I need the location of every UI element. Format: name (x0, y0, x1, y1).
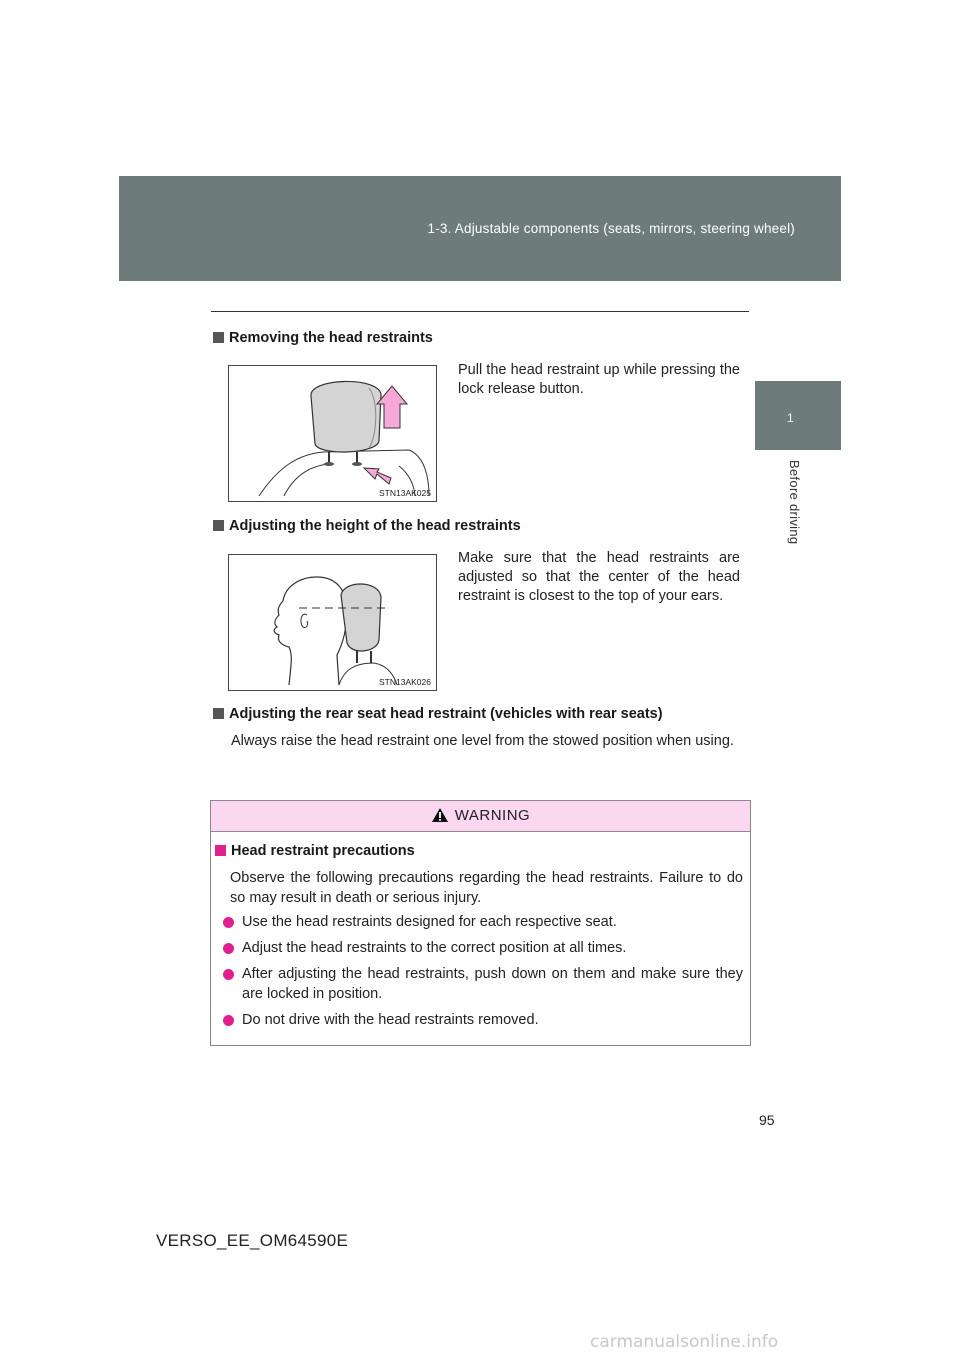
bullet-dot-icon (223, 917, 234, 928)
warning-header (211, 801, 750, 832)
bullet-dot-icon (223, 1015, 234, 1026)
section-text-rear-seat: Always raise the head restraint one level from the stowed position when using. (231, 733, 734, 749)
release-button-arrow-icon (364, 468, 391, 484)
watermark: carmanualsonline.info (590, 1332, 779, 1352)
warning-box (210, 800, 751, 1046)
warning-bullet: After adjusting the head restraints, push down on them and make sure they are locked in position. (223, 965, 743, 1004)
chapter-number: 1 (787, 411, 794, 425)
warning-triangle-icon (431, 804, 449, 834)
section-text-height: Make sure that the head restraints are adjusted so that the center of the head restraint is closest to the top of your ears. (458, 550, 740, 604)
figure-head-restraint-height (228, 554, 437, 691)
chapter-tab[interactable] (755, 381, 841, 450)
figure-code: STN13AK026 (379, 677, 431, 687)
bullet-dot-icon (223, 943, 234, 954)
section-heading-height: Adjusting the height of the head restraints (213, 518, 521, 534)
head-restraint-icon (339, 584, 397, 685)
warning-title: WARNING (454, 807, 531, 824)
square-bullet-icon (213, 708, 224, 719)
document-code: VERSO_EE_OM64590E (156, 1231, 349, 1250)
warning-intro: Observe the following precautions regarding the head restraints. Failure to do so may result in death or serious injury. (230, 870, 743, 906)
up-arrow-icon (377, 386, 407, 428)
section-heading-rear-seat: Adjusting the rear seat head restraint (vehicles with rear seats) (213, 706, 663, 722)
square-bullet-icon (213, 332, 224, 343)
square-bullet-icon (215, 845, 226, 856)
figure-code: STN13AK025 (379, 488, 431, 498)
header-band (119, 176, 841, 281)
chapter-label: Before driving (787, 460, 802, 545)
square-bullet-icon (213, 520, 224, 531)
bullet-dot-icon (223, 969, 234, 980)
section-text-removing: Pull the head restraint up while pressing the lock release button. (458, 362, 740, 397)
head-restraint-icon (311, 381, 381, 466)
section-heading-removing: Removing the head restraints (213, 330, 433, 346)
warning-subheading: Head restraint precautions (215, 843, 415, 859)
top-rule (211, 311, 749, 312)
section-title: 1-3. Adjustable components (seats, mirrors, steering wheel) (427, 221, 795, 236)
head-profile-icon (274, 577, 347, 685)
warning-bullet: Do not drive with the head restraints removed. (223, 1011, 743, 1031)
warning-bullet: Adjust the head restraints to the correct position at all times. (223, 939, 743, 959)
warning-bullet: Use the head restraints designed for each respective seat. (223, 913, 743, 933)
figure-removing-head-restraint (228, 365, 437, 502)
page-number: 95 (759, 1112, 775, 1128)
